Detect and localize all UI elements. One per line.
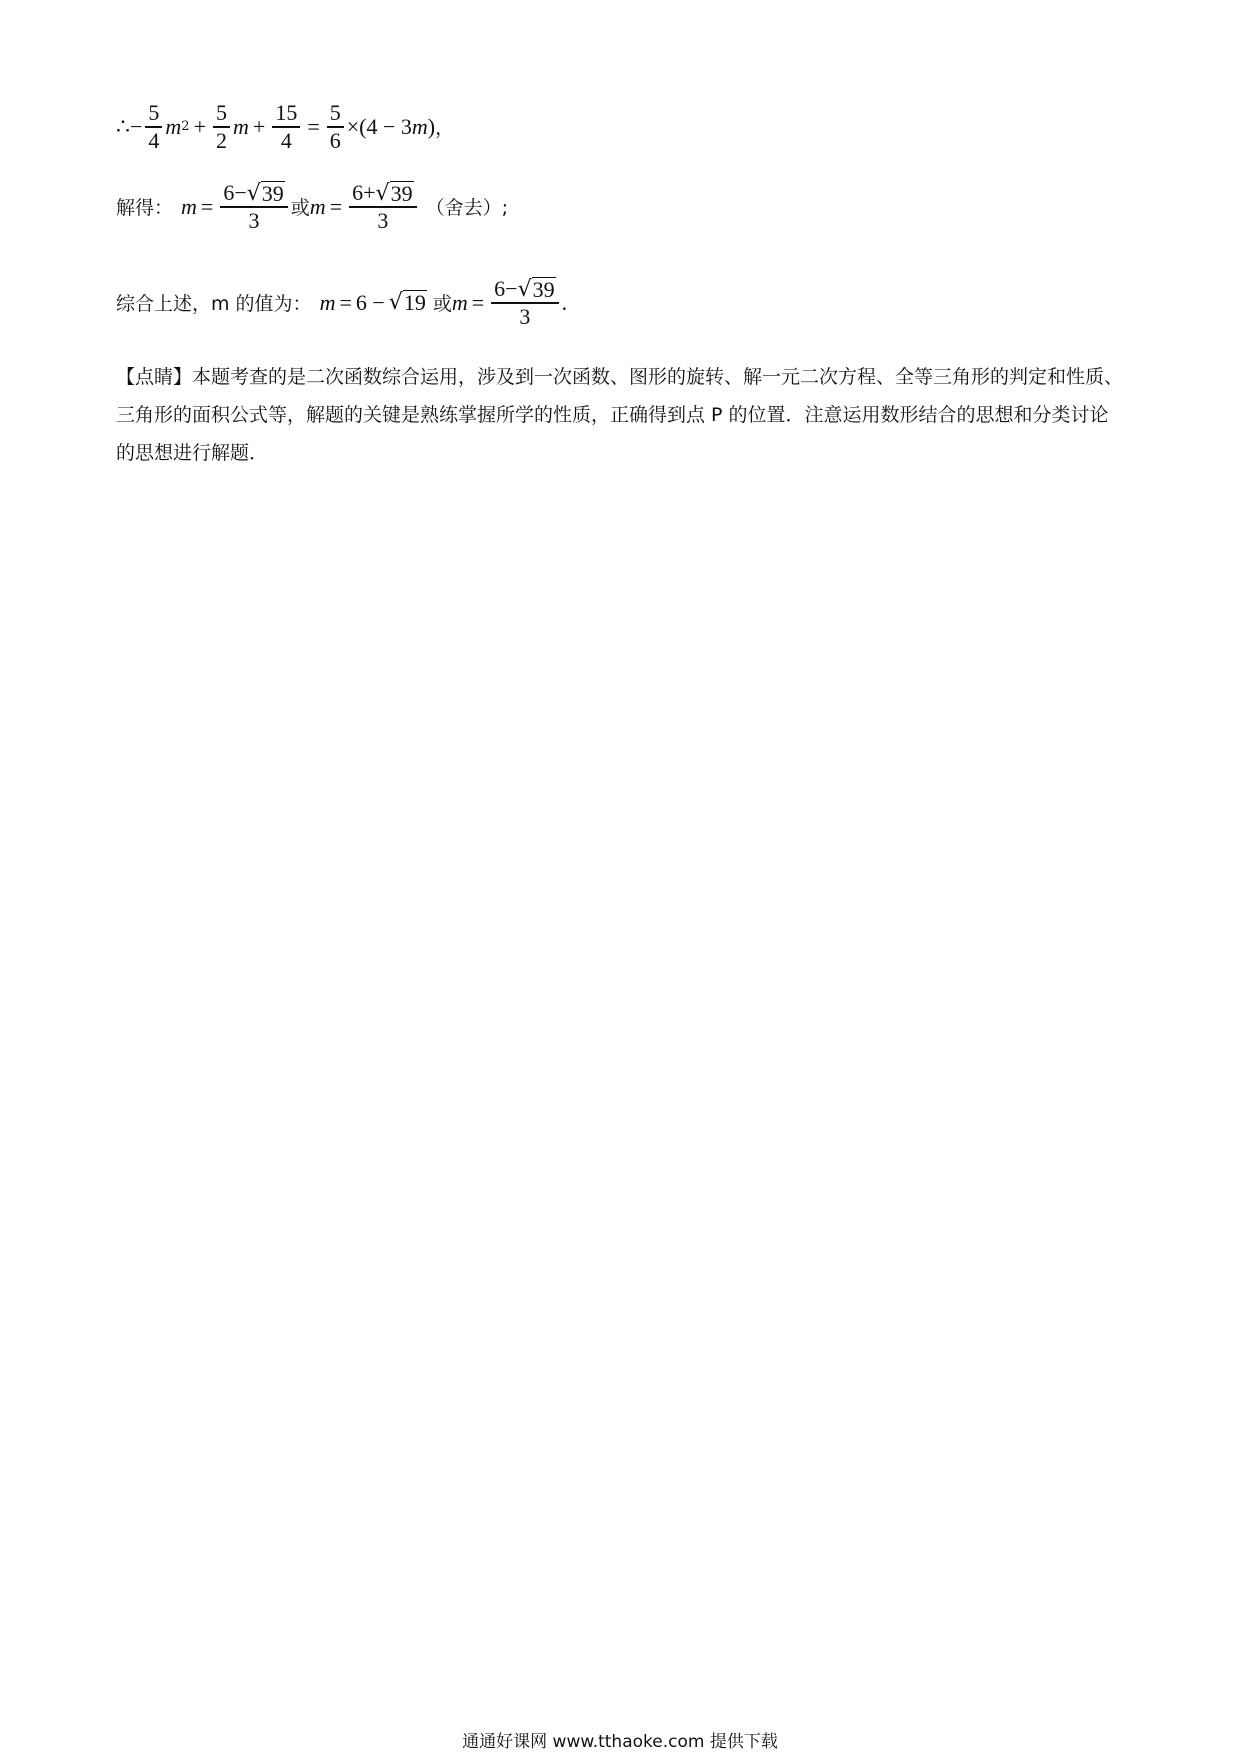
variable-m: m xyxy=(411,113,428,139)
value-prefix: 6 − xyxy=(355,289,385,315)
equals-sign: = xyxy=(307,113,320,139)
sqrt-symbol: √ 39 xyxy=(246,181,284,206)
therefore-minus: ∴− xyxy=(116,113,143,139)
commentary-paragraph: 【点睛】本题考查的是二次函数综合运用，涉及到一次函数、图形的旋转、解一元二次方程、全等三角形的判定和性质、三角形的面积公式等，解题的关键是熟练掌握所学的性质，正确得到点 P 的位置．注意运用数形结合的思想和分类讨论的思想进行解题． xyxy=(116,366,1124,464)
or-word: 或 xyxy=(432,293,452,316)
variable-m: m xyxy=(319,289,336,315)
discard-note: （舍去）; xyxy=(425,197,508,220)
variable-m: m xyxy=(451,289,468,315)
fraction-6-minus-sqrt39-over-3: 6− √ 39 3 xyxy=(220,180,287,234)
fraction-5-2: $\frac{5}{2}$ xyxy=(213,100,230,154)
solution-label: 解得： xyxy=(116,197,174,220)
sqrt-symbol: √ 39 xyxy=(517,277,555,302)
close-paren: ) xyxy=(427,113,436,139)
comma: ， xyxy=(435,117,455,140)
fraction-5-4: $\frac{5}{4}$ xyxy=(145,100,162,154)
plus-sign: + xyxy=(193,113,206,139)
variable-m: m xyxy=(233,113,249,139)
period: . xyxy=(561,289,568,315)
fraction-6-minus-sqrt39-over-3: 6− √ 39 3 xyxy=(491,276,558,330)
equals-sign: = xyxy=(339,289,352,315)
exponent: 2 xyxy=(181,119,190,135)
summary-label: 综合上述，m 的值为： xyxy=(116,293,312,316)
equation-line-1 xyxy=(116,100,454,154)
fraction-15-4: $\frac{15}{4}$ xyxy=(272,100,300,154)
equals-sign: = xyxy=(200,193,214,219)
variable-m: m xyxy=(181,193,197,219)
equation-line-3 xyxy=(116,276,567,330)
equation-line-2 xyxy=(116,180,508,234)
plus-sign: + xyxy=(252,113,266,139)
fraction-6-plus-sqrt39-over-3: 6+ √ 39 3 xyxy=(349,180,416,234)
equals-sign: = xyxy=(329,193,343,219)
variable-m: m xyxy=(309,193,326,219)
product-term: ×(4 − 3 xyxy=(346,113,412,139)
fraction-5-6: $\frac{5}{6}$ xyxy=(327,100,344,154)
variable-m: m xyxy=(165,113,182,139)
or-word: 或 xyxy=(290,197,310,220)
sqrt-symbol: √ 19 xyxy=(388,290,426,316)
equals-sign: = xyxy=(471,289,485,315)
sqrt-symbol: √ 39 xyxy=(375,181,413,206)
page-footer: 通通好课网 www.tthaoke.com 提供下载 xyxy=(462,1732,778,1752)
